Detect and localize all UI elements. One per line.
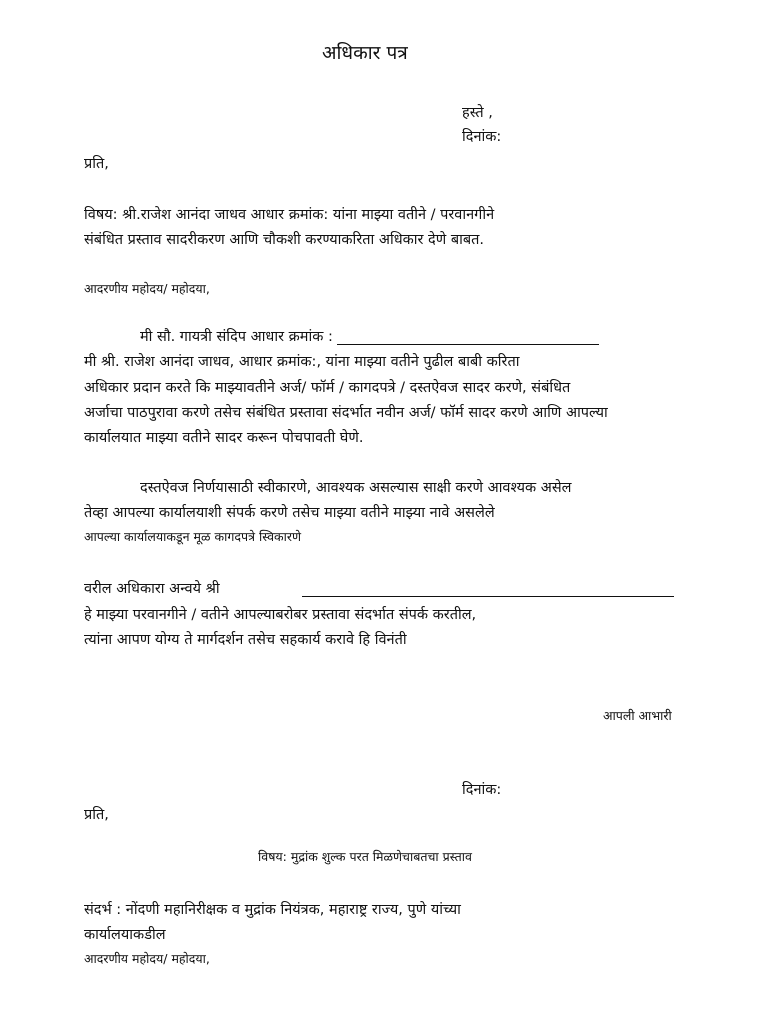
para2-line-3: आपल्या कार्यालयाकडून मूळ कागदपत्रे स्विकारणे bbox=[84, 529, 302, 544]
para2-line-2: तेव्हा आपल्या कार्यालयाशी संपर्क करणे तसेच माझ्या वतीने माझ्या नावे असलेले bbox=[84, 505, 495, 521]
subject-line-2: संबंधित प्रस्ताव सादरीकरण आणि चौकशी करण्याकरिता अधिकार देणे बाबत. bbox=[84, 232, 485, 248]
para1-line-1 bbox=[140, 330, 599, 345]
second-date-label: दिनांक: bbox=[462, 782, 502, 798]
salutation: आदरणीय महोदय/ महोदया, bbox=[84, 281, 210, 296]
name-blank-line bbox=[302, 595, 674, 597]
second-salutation: आदरणीय महोदय/ महोदया, bbox=[84, 951, 210, 966]
para1-line-5: कार्यालयात माझ्या वतीने सादर करून पोचपावती घेणे. bbox=[84, 430, 364, 446]
aadhaar-blank-line bbox=[337, 343, 599, 345]
para3-line-1: वरील अधिकारा अन्वये श्री bbox=[84, 581, 220, 597]
prati-label: प्रति, bbox=[84, 156, 109, 172]
para3-line-3: त्यांना आपण योग्य ते मार्गदर्शन तसेच सहकार्य करावे हि विनंती bbox=[84, 632, 407, 648]
subject-line-1: विषय: श्री.राजेश आनंदा जाधव आधार क्रमांक: यांना माझ्या वतीने / परवानगीने bbox=[84, 207, 495, 223]
para1-line-3: अधिकार प्रदान करते कि माझ्यावतीने अर्ज/ फॉर्म / कागदपत्रे / दस्तऐवज सादर करणे, संबंधित bbox=[84, 380, 571, 396]
para1-line-2: मी श्री. राजेश आनंदा जाधव, आधार क्रमांक:, यांना माझ्या वतीने पुढील बाबी करिता bbox=[84, 354, 520, 370]
date-label: दिनांक: bbox=[462, 129, 502, 145]
para1-line-1-text: मी सौ. गायत्री संदिप आधार क्रमांक : bbox=[140, 329, 333, 345]
para1-line-4: अर्जाचा पाठपुरावा करणे तसेच संबंधित प्रस्तावा संदर्भात नवीन अर्ज/ फॉर्म सादर करणे आणि आपल्या bbox=[84, 405, 608, 421]
page-title: अधिकार पत्र bbox=[322, 42, 408, 64]
second-subject: विषय: मुद्रांक शुल्क परत मिळणेचाबतचा प्रस्ताव bbox=[258, 849, 472, 864]
para2-line-1: दस्तऐवज निर्णयासाठी स्वीकारणे, आवश्यक असल्यास साक्षी करणे आवश्यक असेल bbox=[140, 480, 572, 496]
reference-line-2: कार्यालयाकडील bbox=[84, 927, 166, 943]
closing-text: आपली आभारी bbox=[603, 708, 672, 723]
second-prati-label: प्रति, bbox=[84, 807, 109, 823]
reference-line-1: संदर्भ : नोंदणी महानिरीक्षक व मुद्रांक नियंत्रक, महाराष्ट्र राज्य, पुणे यांच्या bbox=[84, 902, 461, 918]
hastey-label: हस्ते , bbox=[462, 105, 493, 121]
para3-line-2: हे माझ्या परवानगीने / वतीने आपल्याबरोबर प्रस्तावा संदर्भात संपर्क करतील, bbox=[84, 607, 477, 623]
